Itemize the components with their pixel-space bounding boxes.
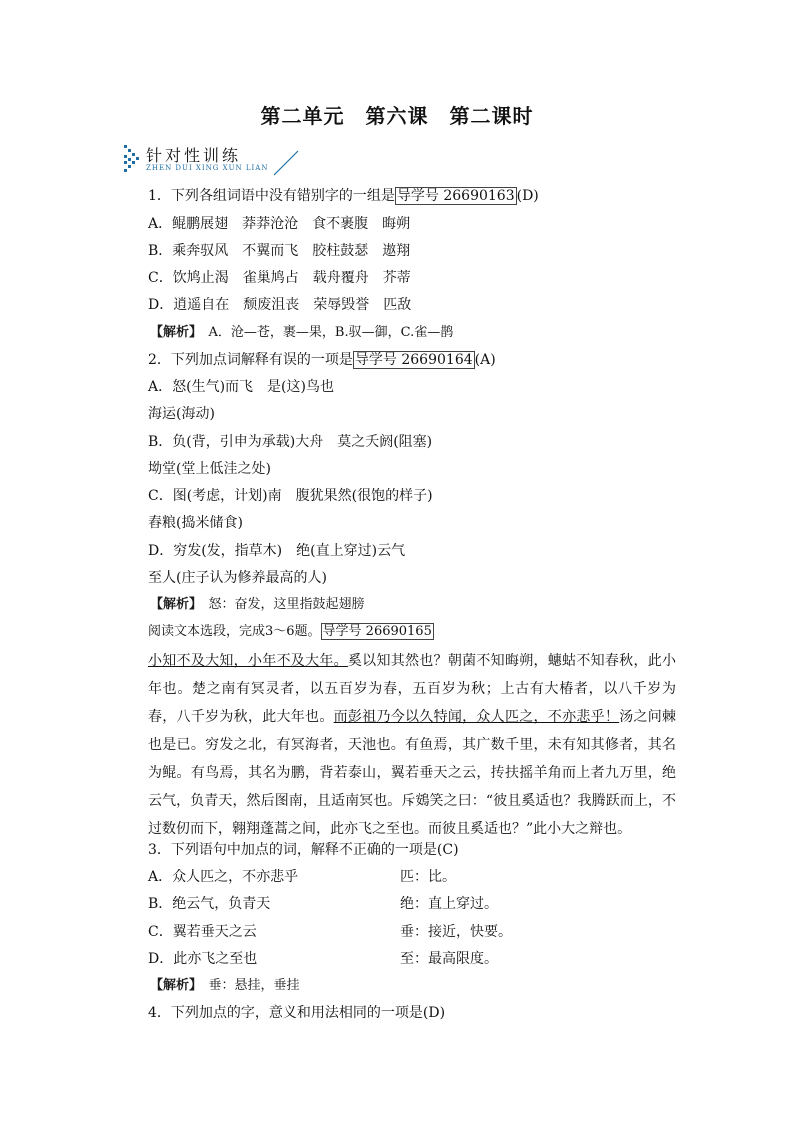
q3-option-a-gloss: 匹：比。: [400, 869, 456, 885]
q3-option-d: D．此亦飞之至也: [148, 951, 258, 967]
reading-intro: 阅读文本选段，完成3～6题。 导学号 26690165: [148, 624, 432, 639]
question-3-stem: 3．下列语句中加点的词，解释不正确的一项是(C): [148, 842, 459, 858]
q3-option-a: A．众人匹之，不亦悲乎: [148, 869, 299, 885]
guide-ref: 导学号 26690165: [322, 624, 432, 639]
question-4-stem: 4．下列加点的字，意义和用法相同的一项是(D): [148, 1005, 446, 1021]
q2-line: D．穷发(发，指草木) 绝(直上穿过)云气: [148, 543, 406, 559]
q1-option-d: D．逍遥自在 颓废沮丧 荣辱毁誉 匹敌: [148, 297, 412, 313]
q1-analysis: 【解析】 A．沧—苍，裹—果，B.驭—御，C.雀—鹊: [150, 325, 454, 340]
guide-ref: 导学号 26690163: [396, 188, 515, 204]
q3-analysis: 【解析】 垂：悬挂，垂挂: [150, 978, 300, 993]
q3-option-d-gloss: 至：最高限度。: [400, 951, 498, 967]
page-title: 第二单元 第六课 第二课时: [260, 104, 534, 128]
q1-option-c: C．饮鸠止渴 雀巢鸠占 载舟覆舟 芥蒂: [148, 270, 411, 286]
q3-option-c: C．翼若垂天之云: [148, 924, 257, 940]
question-2-stem: 2．下列加点词解释有误的一项是 导学号 26690164 (A): [148, 352, 496, 368]
q2-line: 坳堂(堂上低洼之处): [148, 461, 271, 477]
banner-subtitle: ZHEN DUI XING XUN LIAN: [146, 164, 269, 172]
q2-line: 舂粮(捣米储食): [148, 515, 243, 531]
q1-option-b: B．乘奔驭风 不翼而飞 胶柱鼓瑟 遨翔: [148, 243, 411, 259]
q2-line: 海运(海动): [148, 406, 215, 422]
chevron-arrows-icon: [122, 145, 142, 175]
q3-option-b: B．绝云气，负青天: [148, 896, 271, 912]
q2-analysis: 【解析】 怒：奋发，这里指鼓起翅膀: [150, 597, 365, 612]
q2-line: C．图(考虑，计划)南 腹犹果然(很饱的样子): [148, 488, 433, 504]
q2-line: B．负(背，引申为承载)大舟 莫之夭阏(阻塞): [148, 434, 433, 450]
q3-option-c-gloss: 垂：接近，快要。: [400, 924, 512, 940]
banner-title: 针对性训练: [146, 146, 242, 165]
reading-passage: 小知不及大知，小年不及大年。奚以知其然也？朝菌不知晦朔，蟪蛄不知春秋，此小年也。楚之南有冥灵者，以五百岁为春，五百岁为秋；上古有大椿者，以八千岁为春，八千岁为秋，此大年也。而彭祖乃今以久特闻，众人匹之，不亦悲乎！汤之问棘也是已。穷发之北，有冥海者，天池也。有鱼焉，其广数千里，未有知其修者，其名为鲲。有鸟焉，其名为鹏，背若泰山，翼若垂天之云，抟扶摇羊角而上者九万里，绝云气，负青天，然后图南，且适南冥也。斥鴳笑之曰：“彼且奚适也？我腾跃而上，不过数仞而下，翱翔蓬蒿之间，此亦飞之至也。而彼且奚适也？”此小大之辩也。: [148, 653, 677, 837]
q3-option-b-gloss: 绝：直上穿过。: [400, 896, 498, 912]
q1-option-a: A．鲲鹏展翅 莽莽沧沧 食不裹腹 晦朔: [148, 216, 411, 232]
slash-decoration-icon: [272, 147, 302, 177]
question-1-stem: 1．下列各组词语中没有错别字的一组是 导学号 26690163 (D): [148, 188, 539, 204]
guide-ref: 导学号 26690164: [354, 352, 473, 368]
q2-line: A．怒(生气)而飞 是(这)鸟也: [148, 379, 334, 395]
section-banner: [122, 143, 312, 179]
q2-line: 至人(庄子认为修养最高的人): [148, 570, 327, 586]
